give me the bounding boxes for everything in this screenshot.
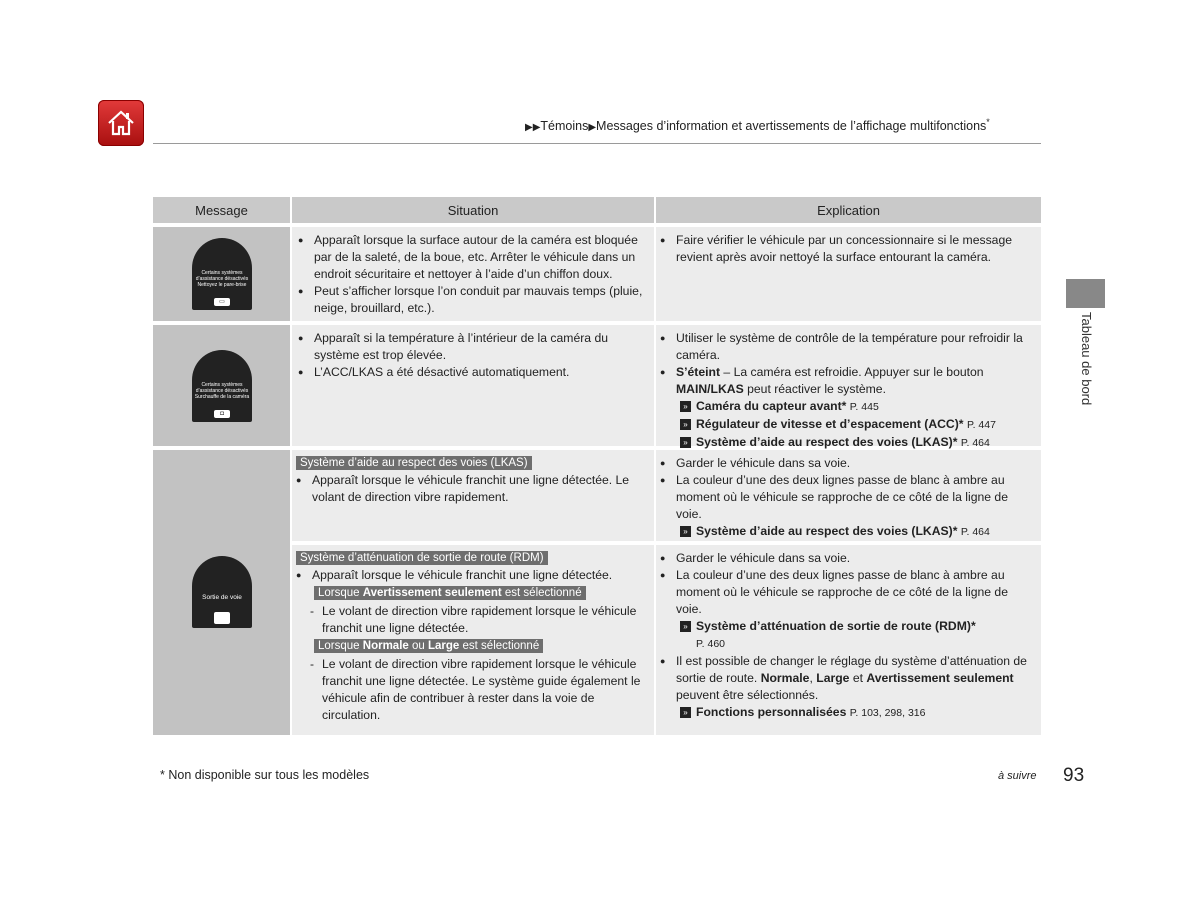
setting-tag-normal-wide: Lorsque Normale ou Large est sélectionné [314,639,543,653]
breadcrumb: ▶▶Témoins▶Messages d’information et avertissements de l’affichage multifonctions* [525,117,990,134]
display-screen-image: Certains systèmes d’assistance désactivés Nettoyez le pare-brise ▭ [192,238,252,310]
cross-reference-link[interactable]: » Régulateur de vitesse et d’espacement (ACC)* P. 447 [660,416,1035,434]
reference-icon: » [680,526,691,537]
list-item: - Le volant de direction vibre rapidement lorsque le véhicule franchit une ligne détectée. Le système guide également le véhicule afin de contribuer à rester dans la voie de circulation. [296,656,648,724]
system-tag-lkas: Système d’aide au respect des voies (LKAS) [296,456,532,470]
cross-reference-link[interactable]: » Caméra du capteur avant* P. 445 [660,398,1035,416]
steering-wheel-icon [214,612,230,624]
section-tab-label: Tableau de bord [1079,312,1094,406]
message-cell-row2 [153,325,290,446]
display-screen-image: Certains systèmes d’assistance désactivés Surchauffe de la caméra ◘ [192,350,252,422]
list-item: ● Apparaît lorsque la surface autour de la caméra est bloquée par de la saleté, de la boue, etc. Arrêter le véhicule dans un endroit sécuritaire et nettoyer à l’aide d’un chiffon doux. [298,232,648,283]
reference-icon: » [680,707,691,718]
list-item: ● Peut s’afficher lorsque l’on conduit par mauvais temps (pluie, neige, brouillard, etc.). [298,283,648,317]
reference-icon: » [680,401,691,412]
breadcrumb-current: Messages d’information et avertissements de l’affichage multifonctions [596,119,987,134]
list-item: ● Garder le véhicule dans sa voie. [660,455,1035,472]
list-item: ● Apparaît si la température à l’intérieur de la caméra du système est trop élevée. [298,330,648,364]
explication-cell-row2 [656,325,1041,449]
cross-reference-link[interactable]: » Système d’aide au respect des voies (LKAS)* P. 464 [660,523,1035,541]
list-item: - Le volant de direction vibre rapidement lorsque le véhicule franchit une ligne détectée. [296,603,648,637]
continue-label: à suivre [998,770,1037,782]
list-item: ● S’éteint – La caméra est refroidie. Appuyer sur le bouton MAIN/LKAS peut réactiver le système. [660,364,1035,398]
setting-tag-warning-only: Lorsque Avertissement seulement est sélectionné [314,586,586,600]
list-item: ● Utiliser le système de contrôle de la température pour refroidir la caméra. [660,330,1035,364]
situation-cell-lkas [292,450,654,541]
list-item: ● Il est possible de changer le réglage du système d’atténuation de sortie de route. Normale, Large et Avertissement seulement peuvent être sélectionnés. [660,653,1035,704]
home-button[interactable] [98,100,144,146]
column-header-situation: Situation [292,197,654,223]
list-item: ● La couleur d’une des deux lignes passe de blanc à ambre au moment où le véhicule se rapproche de ce côté de la ligne de voie. [660,472,1035,523]
list-item: ● L’ACC/LKAS a été désactivé automatiquement. [298,364,648,381]
header-divider [153,143,1041,144]
situation-cell-row2 [292,325,654,446]
list-item: ● Faire vérifier le véhicule par un concessionnaire si le message revient après avoir nettoyé la surface entourant la caméra. [660,232,1035,266]
list-item: ● Apparaît lorsque le véhicule franchit une ligne détectée. Le volant de direction vibre rapidement. [296,472,648,506]
section-tab[interactable] [1066,279,1105,308]
cross-reference-link[interactable]: » Fonctions personnalisées P. 103, 298, 316 [660,704,1035,722]
situation-cell-rdm [292,545,654,735]
situation-cell-row1 [292,227,654,321]
system-tag-rdm: Système d’atténuation de sortie de route (RDM) [296,551,548,565]
explication-cell-lkas [656,450,1041,541]
reference-icon: » [680,437,691,448]
windshield-icon: ▭ [214,298,230,306]
column-header-message: Message [153,197,290,223]
list-item: ● La couleur d’une des deux lignes passe de blanc à ambre au moment où le véhicule se rapproche de ce côté de la ligne de voie. [660,567,1035,618]
list-item: ● Apparaît lorsque le véhicule franchit une ligne détectée. [296,567,648,584]
message-cell-row3 [153,450,290,735]
footnote: * Non disponible sur tous les modèles [160,768,370,782]
column-header-explication: Explication [656,197,1041,223]
cross-reference-link[interactable]: » Système d’aide au respect des voies (LKAS)* P. 464 [660,434,1035,452]
list-item: ● Garder le véhicule dans sa voie. [660,550,1035,567]
message-cell-row1 [153,227,290,321]
explication-cell-row1 [656,227,1041,321]
home-icon [105,107,137,139]
page-number: 93 [1063,765,1085,786]
explication-cell-rdm [656,545,1041,735]
cross-reference-link[interactable]: » Système d’atténuation de sortie de route (RDM)* P. 460 [660,618,1035,653]
display-screen-image: Sortie de voie [192,556,252,628]
breadcrumb-link-temoins[interactable]: Témoins [540,119,589,134]
camera-icon: ◘ [214,410,230,418]
reference-icon: » [680,621,691,632]
reference-icon: » [680,419,691,430]
